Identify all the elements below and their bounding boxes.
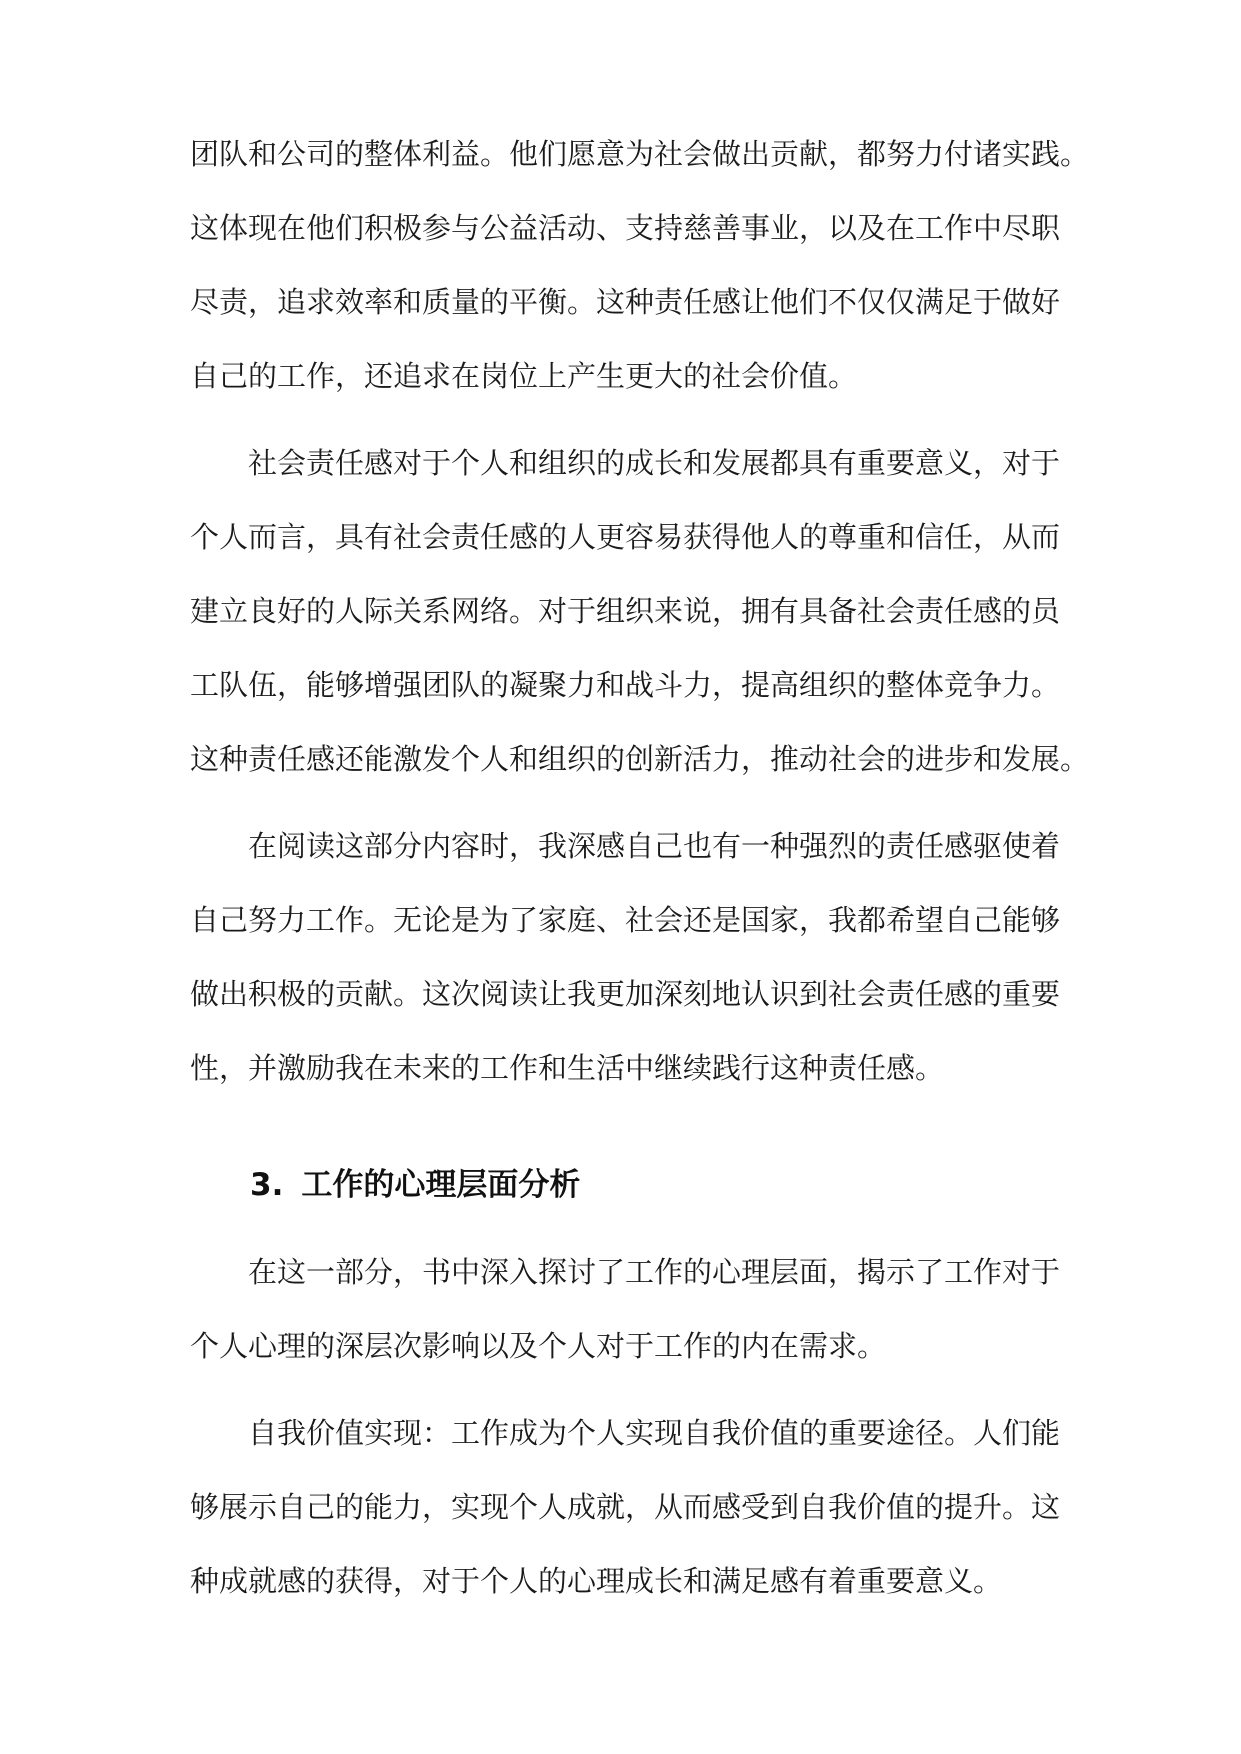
section-paragraph-2-line-2: 够展示自己的能力，实现个人成就，从而感受到自我价值的提升。这 bbox=[190, 1490, 1061, 1524]
paragraph-3-line-1: 在阅读这部分内容时，我深感自己也有一种强烈的责任感驱使着 bbox=[248, 829, 1061, 863]
paragraph-1-line-2: 这体现在他们积极参与公益活动、支持慈善事业，以及在工作中尽职 bbox=[190, 211, 1061, 245]
section-number: 3. bbox=[250, 1167, 284, 1203]
paragraph-2-line-2: 个人而言，具有社会责任感的人更容易获得他人的尊重和信任，从而 bbox=[190, 520, 1061, 554]
section-paragraph-1-line-1: 在这一部分，书中深入探讨了工作的心理层面，揭示了工作对于 bbox=[248, 1255, 1061, 1289]
section-heading bbox=[250, 1162, 580, 1208]
paragraph-3-line-2: 自己努力工作。无论是为了家庭、社会还是国家，我都希望自己能够 bbox=[190, 903, 1061, 937]
section-paragraph-2-line-3: 种成就感的获得，对于个人的心理成长和满足感有着重要意义。 bbox=[190, 1564, 1003, 1598]
paragraph-2-line-4: 工队伍，能够增强团队的凝聚力和战斗力，提高组织的整体竞争力。 bbox=[190, 668, 1061, 702]
paragraph-3-line-3: 做出积极的贡献。这次阅读让我更加深刻地认识到社会责任感的重要 bbox=[190, 977, 1061, 1011]
section-title: 工作的心理层面分析 bbox=[301, 1167, 581, 1203]
paragraph-3-line-4: 性，并激励我在未来的工作和生活中继续践行这种责任感。 bbox=[190, 1051, 945, 1085]
section-paragraph-1-line-2: 个人心理的深层次影响以及个人对于工作的内在需求。 bbox=[190, 1329, 887, 1363]
section-paragraph-2-line-1: 自我价值实现：工作成为个人实现自我价值的重要途径。人们能 bbox=[248, 1416, 1061, 1450]
paragraph-1-line-4: 自己的工作，还追求在岗位上产生更大的社会价值。 bbox=[190, 359, 858, 393]
paragraph-2-line-5: 这种责任感还能激发个人和组织的创新活力，推动社会的进步和发展。 bbox=[190, 742, 1090, 776]
paragraph-2-line-1: 社会责任感对于个人和组织的成长和发展都具有重要意义，对于 bbox=[248, 446, 1061, 480]
paragraph-1-line-3: 尽责，追求效率和质量的平衡。这种责任感让他们不仅仅满足于做好 bbox=[190, 285, 1061, 319]
paragraph-1-line-1: 团队和公司的整体利益。他们愿意为社会做出贡献，都努力付诸实践。 bbox=[190, 137, 1090, 171]
paragraph-2-line-3: 建立良好的人际关系网络。对于组织来说，拥有具备社会责任感的员 bbox=[190, 594, 1061, 628]
